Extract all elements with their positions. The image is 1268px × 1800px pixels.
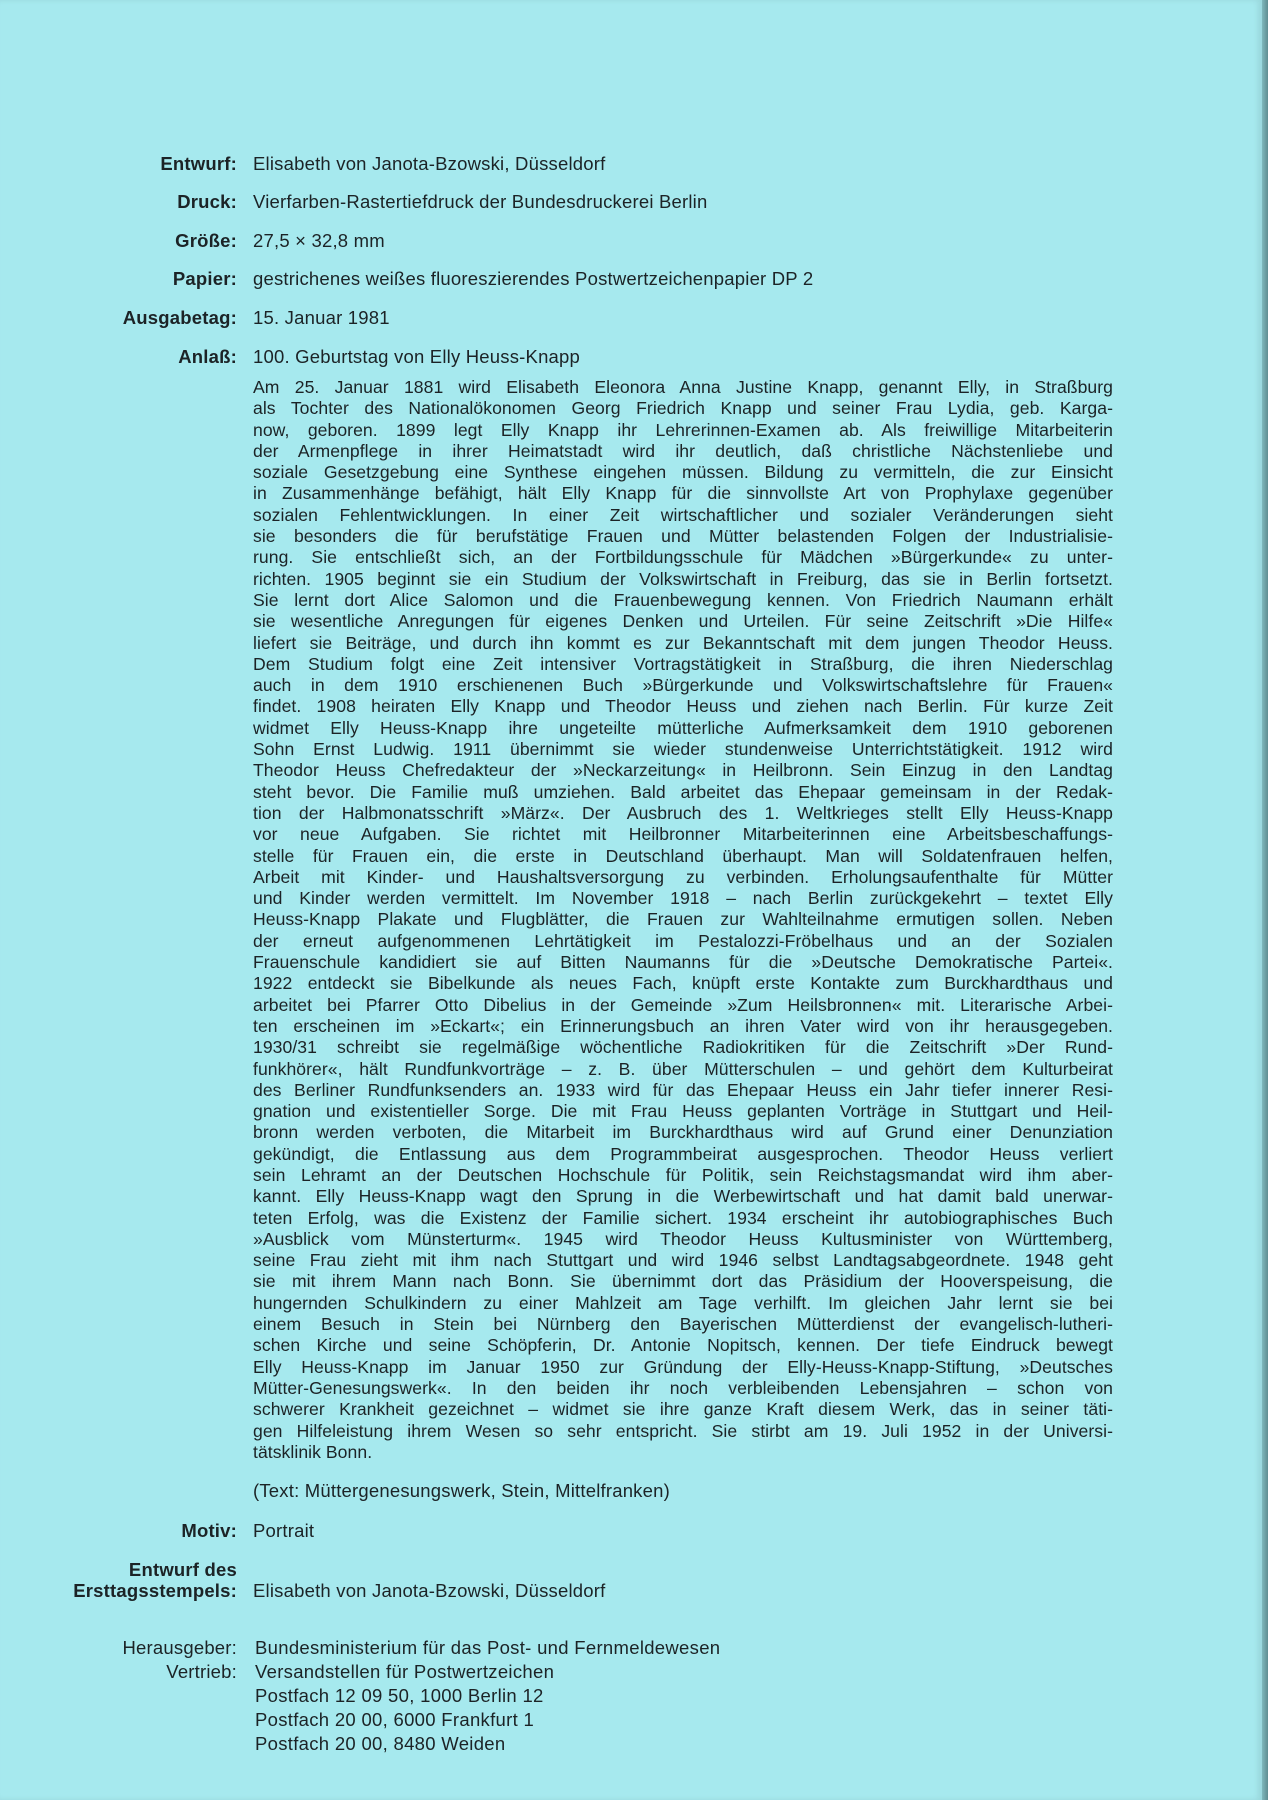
biography-line: in Zusammenhänge befähigt, hält Elly Knapp für die sinnvollste Art von Prophylaxe gegenüber <box>253 483 1113 504</box>
biography-line: seine Frau zieht mit ihm nach Stuttgart und wird 1946 selbst Landtagsabgeordnete. 1948 geht <box>253 1250 1113 1271</box>
ersttag-label-line2: Ersttagsstempels: <box>73 1580 237 1601</box>
biography-line: Sohn Ernst Ludwig. 1911 übernimmt sie wieder stundenweise Unterrichtstätigkeit. 1912 wird <box>253 739 1113 760</box>
vertrieb-line: Versandstellen für Postwertzeichen <box>255 1661 555 1682</box>
biography-line: Dem Studium folgt eine Zeit intensiver Vortragstätigkeit in Straßburg, die ihren Niederschlag <box>253 653 1113 674</box>
biography-line: rung. Sie entschließt sich, an der Fortbildungsschule für Mädchen »Bürgerkunde« zu unter- <box>253 547 1113 568</box>
biography-line: 1930/31 schreibt sie regelmäßige wöchentliche Radiokritiken für die Zeitschrift »Der Rund- <box>253 1037 1113 1058</box>
ausgabetag-label: Ausgabetag: <box>122 307 237 328</box>
biography-line: richten. 1905 beginnt sie ein Studium der Volkswirtschaft in Freiburg, das sie in Berlin fortsetzt. <box>253 568 1113 589</box>
biography-line: Theodor Heuss Chefredakteur der »Neckarzeitung« in Heilbronn. Sein Einzug in den Landtag <box>253 760 1113 781</box>
biography-line: gekündigt, die Entlassung aus dem Programmbeirat ausgesprochen. Theodor Heuss verliert <box>253 1143 1113 1164</box>
biography-line: ten erscheinen im »Eckart«; ein Erinnerungsbuch an ihren Vater wird von ihr herausgegeben. <box>253 1015 1113 1036</box>
ersttag-value: Elisabeth von Janota-Bzowski, Düsseldorf <box>253 1580 606 1601</box>
anlass-label: Anlaß: <box>178 346 237 367</box>
herausgeber-label: Herausgeber: <box>122 1637 237 1658</box>
biography-line: tätsklinik Bonn. <box>253 1441 373 1462</box>
papier-value: gestrichenes weißes fluoreszierendes Postwertzeichenpapier DP 2 <box>253 268 814 289</box>
biography-line: gnation und existentieller Sorge. Die mit Frau Heuss geplanten Vorträge in Stuttgart und Heil- <box>253 1101 1113 1122</box>
biography-line: arbeitet bei Pfarrer Otto Dibelius in der Gemeinde »Zum Heilsbronnen« mit. Literarische Arbei- <box>253 994 1113 1015</box>
vertrieb-line: Postfach 12 09 50, 1000 Berlin 12 <box>255 1685 544 1706</box>
biography-line: gen Hilfeleistung ihrem Wesen so sehr entspricht. Sie stirbt am 19. Juli 1952 in der Universi- <box>253 1420 1113 1441</box>
biography-line: steht bevor. Die Familie muß umziehen. Bald arbeitet das Ehepaar gemeinsam in der Redak- <box>253 781 1113 802</box>
biography-line: sie wesentliche Anregungen für eigenes Denken und Urteilen. Für seine Zeitschrift »Die Hilfe« <box>253 611 1113 632</box>
biography-line: kannt. Elly Heuss-Knapp wagt den Sprung in die Werbewirtschaft und hat damit bald unerwar- <box>253 1186 1113 1207</box>
ausgabetag-value: 15. Januar 1981 <box>253 307 390 328</box>
biography-line: tion der Halbmonatsschrift »März«. Der Ausbruch des 1. Weltkrieges stellt Elly Heuss-Knapp <box>253 802 1113 823</box>
druck-value: Vierfarben-Rastertiefdruck der Bundesdruckerei Berlin <box>253 191 708 212</box>
groesse-value: 27,5 × 32,8 mm <box>253 230 385 251</box>
biography-line: des Berliner Rundfunksenders an. 1933 wird für das Ehepaar Heuss ein Jahr tiefer innerer Resi- <box>253 1079 1113 1100</box>
entwurf-label: Entwurf: <box>160 153 237 174</box>
biography-line: als Tochter des Nationalökonomen Georg Friedrich Knapp und seiner Frau Lydia, geb. Karga- <box>253 398 1113 419</box>
ersttag-label-line1: Entwurf des <box>128 1559 237 1580</box>
biography-line: vor neue Aufgaben. Sie richtet mit Heilbronner Mitarbeiterinnen eine Arbeitsbeschaffungs- <box>253 824 1113 845</box>
vertrieb-line: Postfach 20 00, 8480 Weiden <box>255 1733 506 1754</box>
vertrieb-line: Postfach 20 00, 6000 Frankfurt 1 <box>255 1709 535 1730</box>
biography-line: auch in dem 1910 erschienenen Buch »Bürgerkunde und Volkswirtschaftslehre für Frauen« <box>253 675 1113 696</box>
biography-line: Am 25. Januar 1881 wird Elisabeth Eleonora Anna Justine Knapp, genannt Elly, in Straßburg <box>253 377 1113 397</box>
text-credit: (Text: Müttergenesungswerk, Stein, Mittelfranken) <box>253 1480 670 1501</box>
biography-line: schwerer Krankheit gezeichnet – widmet sie ihre ganze Kraft diesem Werk, das in seiner täti- <box>253 1399 1113 1420</box>
biography-line: und Kinder werden vermittelt. Im November 1918 – nach Berlin zurückgekehrt – textet Elly <box>253 888 1113 909</box>
biography-line: hungernden Schulkindern zu einer Mahlzeit am Tage verhilft. Im gleichen Jahr lernt sie bei <box>253 1292 1113 1313</box>
motiv-label: Motiv: <box>181 1520 237 1541</box>
biography-line: Elly Heuss-Knapp im Januar 1950 zur Gründung der Elly-Heuss-Knapp-Stiftung, »Deutsches <box>253 1356 1113 1377</box>
biography-line: Arbeit mit Kinder- und Haushaltsversorgung zu verbinden. Erholungsaufenthalte für Mütter <box>253 866 1113 887</box>
biography-line: Frauenschule kandidiert sie auf Bitten Naumanns für die »Deutsche Demokratische Partei«. <box>253 952 1113 973</box>
biography-line: Sie lernt dort Alice Salomon und die Frauenbewegung kennen. Von Friedrich Naumann erhält <box>253 589 1113 610</box>
biography-line: sie besonders die für berufstätige Frauen und Mütter belastenden Folgen der Industrialisie- <box>253 526 1113 547</box>
biography-line: schen Kirche und seine Schöpferin, Dr. Antonie Nopitsch, kennen. Der tiefe Eindruck bewegt <box>253 1335 1113 1356</box>
sheet-edge <box>1262 0 1268 1800</box>
biography-line: findet. 1908 heiraten Elly Knapp und Theodor Heuss und ziehen nach Berlin. Für kurze Zeit <box>253 696 1113 717</box>
anlass-value: 100. Geburtstag von Elly Heuss-Knapp <box>253 346 581 367</box>
motiv-value: Portrait <box>253 1520 315 1541</box>
entwurf-value: Elisabeth von Janota-Bzowski, Düsseldorf <box>253 153 606 174</box>
biography-line: 1922 entdeckt sie Bibelkunde als neues Fach, knüpft erste Kontakte zum Burckhardthaus und <box>253 973 1113 994</box>
biography-line: der erneut aufgenommenen Lehrtätigkeit im Pestalozzi-Fröbelhaus und an der Sozialen <box>253 930 1113 951</box>
biography-line: Mütter-Genesungswerk«. In den beiden ihr noch verbleibenden Lebensjahren – schon von <box>253 1377 1113 1398</box>
biography-line: teten Erfolg, was die Existenz der Familie sichert. 1934 erscheint ihr autobiographisches Buch <box>253 1207 1113 1228</box>
biography-line: der Armenpflege in ihrer Heimatstadt wird ihr deutlich, daß christliche Nächstenliebe und <box>253 440 1113 461</box>
biography-line: einem Besuch in Stein bei Nürnberg den Bayerischen Mütterdienst der evangelisch-lutheri- <box>253 1314 1113 1335</box>
biography-line: liefert sie Beiträge, und durch ihn kommt es zur Bekanntschaft mit dem jungen Theodor Heuss. <box>253 632 1113 653</box>
biography-line: sein Lehramt an der Deutschen Hochschule für Politik, sein Reichstagsmandat wird ihm aber- <box>253 1164 1113 1185</box>
groesse-label: Größe: <box>175 230 237 251</box>
biography-text <box>253 377 1113 1463</box>
biography-line: »Ausblick vom Münsterturm«. 1945 wird Theodor Heuss Kultusminister von Württemberg, <box>253 1228 1113 1249</box>
papier-label: Papier: <box>172 268 237 289</box>
biography-line: sozialen Fehlentwicklungen. In einer Zeit wirtschaftlicher und sozialer Veränderungen sieht <box>253 504 1113 525</box>
biography-line: sie mit ihrem Mann nach Bonn. Sie übernimmt dort das Präsidium der Hooverspeisung, die <box>253 1271 1113 1292</box>
biography-line: now, geboren. 1899 legt Elly Knapp ihr Lehrerinnen-Examen ab. Als freiwillige Mitarbeiterin <box>253 419 1113 440</box>
herausgeber-value: Bundesministerium für das Post- und Fernmeldewesen <box>255 1637 721 1658</box>
druck-label: Druck: <box>177 191 237 212</box>
biography-line: funkhörer«, hält Rundfunkvorträge – z. B. über Mütterschulen – und gehört dem Kulturbeirat <box>253 1058 1113 1079</box>
biography-line: widmet Elly Heuss-Knapp ihre ungeteilte mütterliche Aufmerksamkeit dem 1910 geborenen <box>253 717 1113 738</box>
biography-line: bronn werden verboten, die Mitarbeit im Burckhardthaus wird auf Grund einer Denunziation <box>253 1122 1113 1143</box>
biography-line: stelle für Frauen ein, die erste in Deutschland überhaupt. Man will Soldatenfrauen helfen, <box>253 845 1113 866</box>
biography-line: Heuss-Knapp Plakate und Flugblätter, die Frauen zur Wahlteilnahme ermutigen sollen. Neben <box>253 909 1113 930</box>
vertrieb-label: Vertrieb: <box>166 1661 237 1682</box>
biography-line: soziale Gesetzgebung eine Synthese eingehen müssen. Bildung zu vermitteln, die zur Einsicht <box>253 462 1113 483</box>
